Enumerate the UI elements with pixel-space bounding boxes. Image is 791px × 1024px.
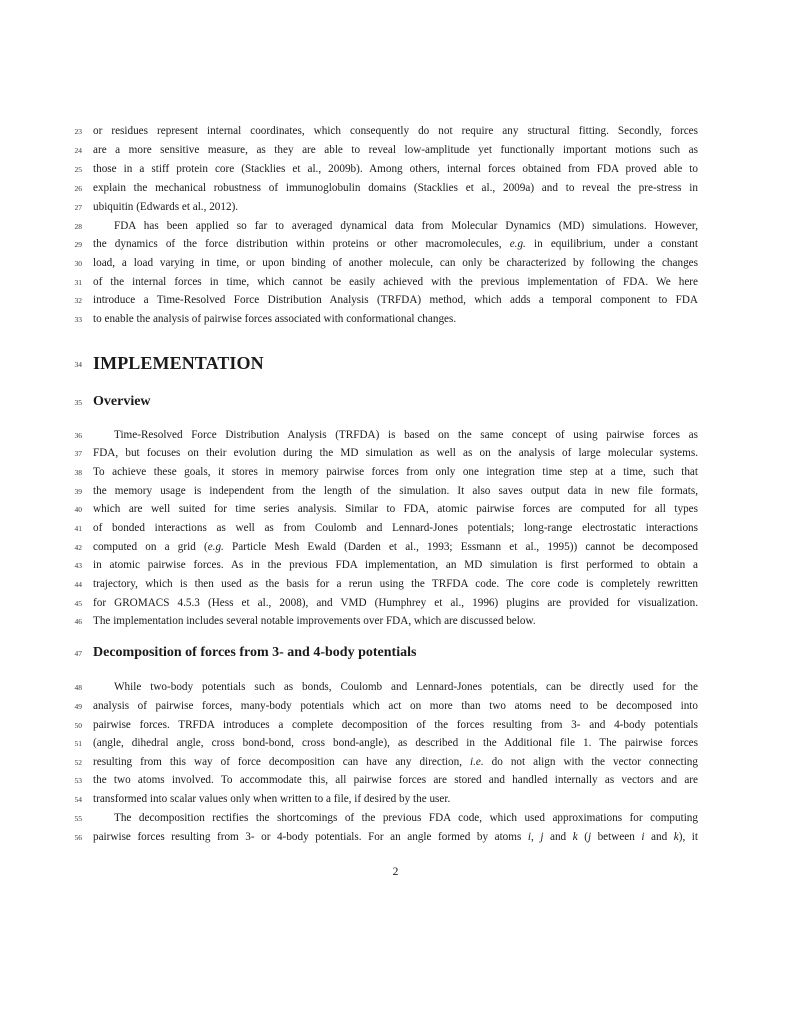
text-line <box>93 755 698 769</box>
line-number: 36 <box>74 431 82 440</box>
text-span: Time-Resolved Force Distribution Analysis (TRFDA) is based on the same concept of using pairwise forces as <box>114 429 698 441</box>
text-span: the dynamics of the force distribution within proteins or other macromolecules, <box>93 238 510 250</box>
text-line <box>93 219 698 233</box>
line-number: 24 <box>74 146 82 155</box>
text-line <box>93 312 698 326</box>
line-number: 46 <box>74 617 82 626</box>
text-line <box>93 811 698 825</box>
text-span: for GROMACS 4.5.3 (Hess et al., 2008), and VMD (Humphrey et al., 1996) plugins are provided for visualization. <box>93 597 698 609</box>
text-line <box>93 736 698 750</box>
text-span: those in a stiff protein core (Stacklies et al., 2009b). Among others, internal forces obtained from FDA proved able to <box>93 163 698 175</box>
text-span: ), it <box>678 831 699 843</box>
text-span: the memory usage is independent from the length of the simulation. It also saves output data in new file formats, <box>93 485 698 497</box>
text-span: load, a load varying in time, or upon binding of another molecule, can only be characterized by following the changes <box>93 257 698 269</box>
text-span: pairwise forces resulting from 3- or 4-body potentials. For an angle formed by atoms <box>93 831 528 843</box>
text-line <box>93 502 698 516</box>
text-span: explain the mechanical robustness of immunoglobulin domains (Stacklies et al., 2009a) and to reveal the pre-stress in <box>93 182 698 194</box>
text-line <box>93 124 698 138</box>
text-span: computed on a grid ( <box>93 541 208 553</box>
text-line <box>93 446 698 460</box>
italic-text: j <box>540 831 544 843</box>
text-span: While two-body potentials such as bonds, Coulomb and Lennard-Jones potentials, can be directly used for the <box>114 681 698 693</box>
line-number: 27 <box>74 203 82 212</box>
text-span: trajectory, which is then used as the basis for a rerun using the TRFDA code. The core code is completely rewritten <box>93 578 698 590</box>
text-span: The decomposition rectifies the shortcomings of the previous FDA code, which used approximations for computing <box>114 812 698 824</box>
text-span: transformed into scalar values only when written to a file, if desired by the user. <box>93 793 451 805</box>
text-span: or residues represent internal coordinates, which consequently do not require any structural fitting. Secondly, forces <box>93 125 698 137</box>
text-line <box>93 181 698 195</box>
italic-text: i <box>527 831 531 843</box>
line-number: 41 <box>74 524 82 533</box>
text-span: the two atoms involved. To accommodate this, all pairwise forces are stored and handled internally as vectors and are <box>93 774 698 786</box>
text-span: which are well suited for time series analysis. Similar to FDA, atomic pairwise forces are computed for all types <box>93 503 698 515</box>
text-span: ubiquitin (Edwards et al., 2012). <box>93 201 239 213</box>
text-line <box>93 596 698 610</box>
line-number: 42 <box>74 543 82 552</box>
line-number: 55 <box>74 814 82 823</box>
text-span: The implementation includes several notable improvements over FDA, which are discussed below. <box>93 615 536 627</box>
line-number: 30 <box>74 259 82 268</box>
line-number: 34 <box>74 360 82 369</box>
text-span: To achieve these goals, it stores in memory pairwise forces from only one integration time step at a time, such that <box>93 466 698 478</box>
text-span: in atomic pairwise forces. As in the previous FDA implementation, an MD simulation is first performed to obtain a <box>93 559 698 571</box>
line-number: 44 <box>74 580 82 589</box>
line-number: 33 <box>74 315 82 324</box>
text-line <box>93 237 698 251</box>
text-span: in equilibrium, under a constant <box>525 238 698 250</box>
line-number: 28 <box>74 222 82 231</box>
text-line <box>93 830 698 844</box>
text-span: of bonded interactions as well as from Coulomb and Lennard-Jones potentials; long-range electrostatic interactions <box>93 522 698 534</box>
text-span: (angle, dihedral angle, cross bond-bond, cross bond-angle), as described in the Additional file 1. The pairwise forces <box>93 737 698 749</box>
line-number: 43 <box>74 561 82 570</box>
text-line <box>93 718 698 732</box>
text-span: do not align with the vector connecting <box>483 756 698 768</box>
text-line <box>93 773 698 787</box>
line-number: 37 <box>74 449 82 458</box>
text-span: analysis of pairwise forces, many-body potentials which act on more than two atoms need to be decomposed into <box>93 700 698 712</box>
line-number: 52 <box>74 758 82 767</box>
italic-text: k <box>673 831 679 843</box>
text-span: Particle Mesh Ewald (Darden et al., 1993; Essmann et al., 1995)) cannot be decomposed <box>223 541 698 553</box>
text-span: and <box>644 831 674 843</box>
text-line <box>93 256 698 270</box>
text-line <box>93 143 698 157</box>
line-number: 56 <box>74 833 82 842</box>
text-span: and <box>543 831 573 843</box>
text-line <box>93 792 698 806</box>
section-heading: IMPLEMENTATION <box>93 353 264 373</box>
subsection-heading: Decomposition of forces from 3- and 4-body potentials <box>93 645 417 660</box>
text-line <box>93 162 698 176</box>
page-number: 2 <box>392 866 399 878</box>
line-number: 45 <box>74 599 82 608</box>
text-span: are a more sensitive measure, as they are able to reveal low-amplitude yet functionally important motions such as <box>93 144 698 156</box>
italic-text: i <box>641 831 645 843</box>
italic-text: k <box>572 831 578 843</box>
text-span: between <box>591 831 642 843</box>
italic-text: i.e. <box>470 756 484 768</box>
line-number: 23 <box>74 127 82 136</box>
subsection-heading: Overview <box>93 394 151 409</box>
italic-text: e.g. <box>509 238 526 250</box>
line-number: 25 <box>74 165 82 174</box>
italic-text: j <box>587 831 592 843</box>
text-line <box>93 484 698 498</box>
line-number: 53 <box>74 776 82 785</box>
line-number: 38 <box>74 468 82 477</box>
line-number: 35 <box>74 398 82 407</box>
text-line <box>93 540 698 554</box>
text-span: introduce a Time-Resolved Force Distribution Analysis (TRFDA) method, which adds a temporal component to FDA <box>93 294 698 306</box>
line-number: 49 <box>74 702 82 711</box>
line-number: 39 <box>74 487 82 496</box>
text-span: , <box>530 831 541 843</box>
text-line <box>93 293 698 307</box>
text-line <box>93 275 698 289</box>
text-span: to enable the analysis of pairwise forces associated with conformational changes. <box>93 313 457 325</box>
text-line <box>93 680 698 694</box>
text-line <box>93 465 698 479</box>
text-line <box>93 558 698 572</box>
text-span: of the internal forces in time, which cannot be easily achieved with the previous implementation of FDA. We here <box>93 276 698 288</box>
text-span: pairwise forces. TRFDA introduces a complete decomposition of the forces resulting from 3- and 4-body potentials <box>93 719 698 731</box>
text-line <box>93 699 698 713</box>
text-line <box>93 577 698 591</box>
text-line <box>93 428 698 442</box>
text-line <box>93 614 698 628</box>
italic-text: e.g. <box>207 541 224 553</box>
line-number: 29 <box>74 240 82 249</box>
text-span: resulting from this way of force decomposition can have any direction, <box>93 756 471 768</box>
line-number: 31 <box>74 278 82 287</box>
line-number: 54 <box>74 795 82 804</box>
text-line <box>93 521 698 535</box>
line-number: 26 <box>74 184 82 193</box>
line-number: 40 <box>74 505 82 514</box>
text-line <box>93 200 698 214</box>
line-number: 51 <box>74 739 82 748</box>
text-span: FDA, but focuses on their evolution during the MD simulation as well as on the analysis of large molecular systems. <box>93 447 698 459</box>
line-number: 47 <box>74 649 82 658</box>
text-span: FDA has been applied so far to averaged dynamical data from Molecular Dynamics (MD) simulations. However, <box>114 220 698 232</box>
text-span: ( <box>577 831 588 843</box>
line-number: 32 <box>74 296 82 305</box>
line-number: 50 <box>74 721 82 730</box>
line-number: 48 <box>74 683 82 692</box>
